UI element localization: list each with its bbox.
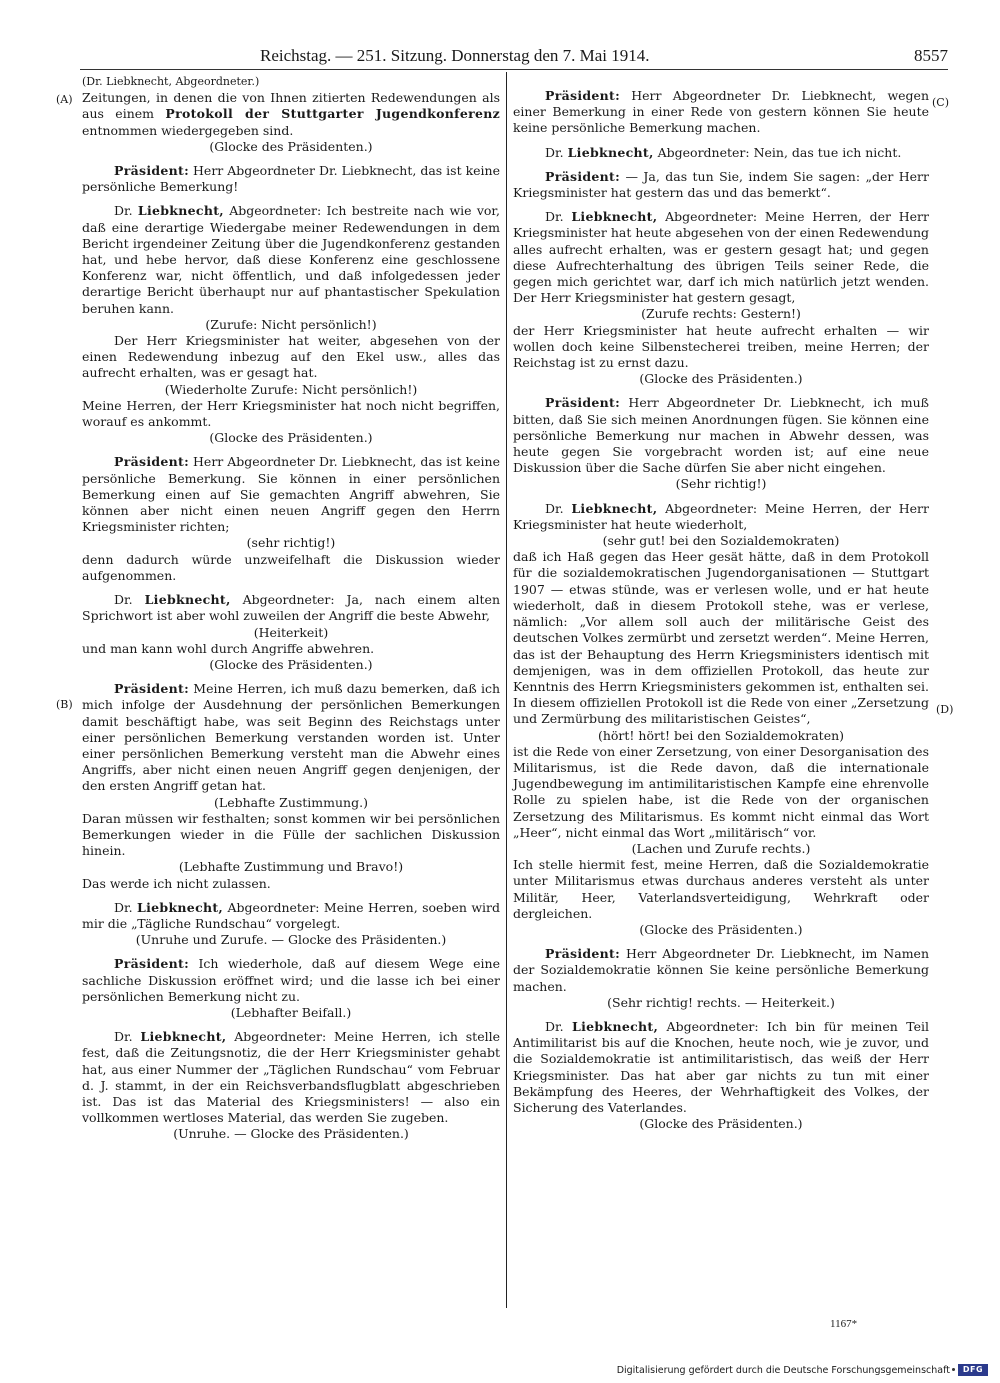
- remark: (Glocke des Präsidenten.): [209, 138, 373, 154]
- speech-liebknecht: Dr. Liebknecht, Abgeordneter: Nein, das tue ich nicht.: [545, 144, 902, 160]
- speech-president: Präsident: Meine Herren, ich muß dazu bemerken, daß ich mich infolge der Ausdehnung der persönlichen Bemerkungen damit beschäftigt habe, was seit Beginn des Reichstags unter einer persönlichen Bemerkung verstanden worden ist. Unter einer persönlichen Bemerkung versteht man die Abwehr eines Angriffs, aber nicht einen neuen Angriff gegen denjenigen, der den ersten Angriff getan hat.: [82, 681, 500, 794]
- signature-mark: 1167*: [830, 1318, 858, 1330]
- paragraph: Daran müssen wir festhalten; sonst kommen wir bei persönlichen Bemerkungen wieder in die Fülle der sachlichen Diskussion hinein.: [82, 810, 500, 859]
- remark: (Heiterkeit): [253, 624, 329, 640]
- speaker-name: Liebknecht,: [144, 592, 231, 608]
- speech-liebknecht: Dr. Liebknecht, Abgeordneter: Meine Herren, soeben wird mir die „Tägliche Rundschau“ vorgelegt.: [82, 899, 500, 931]
- remark: (Lebhafte Zustimmung.): [214, 794, 368, 810]
- dfg-logo-icon: DFG: [958, 1364, 988, 1376]
- paragraph: Zeitungen, in denen die von Ihnen zitierten Redewendungen als aus einem Protokoll der Stuttgarter Jugendkonferenz entnommen wiedergegeben sind.: [82, 90, 500, 138]
- remark: (Zurufe: Nicht persönlich!): [205, 316, 377, 332]
- paragraph: ist die Rede von einer Zersetzung, von einer Desorganisation des Militarismus, ist die Rede davon, daß die internationale Jugendbewegung im antimilitaristischen Kampfe eine ehrenvolle Rolle zu spielen habe, ist die Rede von der organischen Zersetzung des Militarismus. Es kommt nicht einmal das Wort „Heer“, nicht einmal das Wort „militärisch“ vor.: [513, 743, 929, 840]
- running-title: Reichstag. — 251. Sitzung. Donnerstag den 7. Mai 1914.: [260, 46, 650, 65]
- speaker-name: Präsident:: [545, 168, 621, 184]
- speech-liebknecht: Dr. Liebknecht, Abgeordneter: Ich bestreite nach wie vor, daß eine derartige Wiedergabe meiner Redewendungen in dem Bericht irgendeiner Zeitung über die Jugendkonferenz gestanden hat, und hebe hervor, daß diese Konferenz eine geschlossene Konferenz war, nicht öffentlich, und daß infolgedessen jeder derartige Bericht überhaupt nur auf phantastischer Spekulation beruhen kann.: [82, 203, 500, 316]
- speaker-name: Liebknecht,: [140, 1029, 227, 1045]
- speech-president: Präsident: — Ja, das tun Sie, indem Sie sagen: „der Herr Kriegsminister hat gestern das und das bemerkt“.: [513, 168, 929, 201]
- paragraph: der Herr Kriegsminister hat heute aufrecht erhalten — wir wollen doch keine Silbenstecherei treiben, meine Herren; der Reichstag ist zu ernst dazu.: [513, 322, 929, 371]
- remark: (Wiederholte Zurufe: Nicht persönlich!): [164, 381, 418, 397]
- remark: (hört! hört! bei den Sozialdemokraten): [597, 727, 845, 743]
- speech-liebknecht: Dr. Liebknecht, Abgeordneter: Meine Herren, ich stelle fest, daß die Zeitungsnotiz, die der Herr Kriegsminister gehabt hat, aus einer Nummer der „Täglichen Rundschau“ vom Februar d. J. stammt, in der ein Reichsverbandsflugblatt abgeschrieben ist. Das ist das Material des Kriegsministers! — also ein vollkommen wertloses Material, das werden Sie zugeben.: [82, 1029, 500, 1126]
- speaker-name: Liebknecht,: [567, 144, 654, 160]
- margin-marker-d: (D): [936, 703, 954, 716]
- footer: [605, 1364, 990, 1378]
- speech-liebknecht: Dr. Liebknecht, Abgeordneter: Meine Herren, der Herr Kriegsminister hat heute abgesehen von der einen Redewendung alles aufrecht erhalten, was er gestern gesagt hat; und gegen diese Aufrechterhaltung des übrigen Teils seiner Rede, die gegen mich gerichtet war, darf ich mich natürlich jetzt wenden. Der Herr Kriegsminister hat gestern gesagt,: [513, 209, 929, 306]
- remark: (Unruhe. — Glocke des Präsidenten.): [173, 1126, 409, 1142]
- remark: (sehr richtig!): [246, 535, 336, 551]
- paragraph: daß ich Haß gegen das Heer gesät hätte, daß in dem Protokoll für die sozialdemokratischen Jugendorganisationen — Stuttgart 1907 — etwas stünde, was er verlesen wolle, und er hat heute wiederholt, daß in diesem Protokoll stehe, was er verlese, nämlich: „Vor allem soll auch der militärische Geist des deutschen Volkes zermürbt und zersetzt werden“. Meine Herren, das ist der Behauptung des Herrn Kriegsministers identisch mit demjenigen, was in dem offiziellen Protokoll, das heute zur Kenntnis des Herrn Kriegsministers gekommen ist, enthalten sei. In diesem offiziellen Protokoll ist die Rede von einer „Zersetzung und Zermürbung des militaristischen Geistes“,: [513, 549, 929, 727]
- right-column: [513, 74, 929, 1132]
- speech-liebknecht: Dr. Liebknecht, Abgeordneter: Ich bin für meinen Teil Antimilitarist bis auf die Knochen, heute noch, wie je zuvor, und die Sozialdemokratie ist antimilitaristisch, das weiß der Herr Kriegsminister. Das hat aber gar nichts zu tun mit einer Bekämpfung des Heeres, der Wehrhaftigkeit des Volkes, der Sicherung des Vaterlandes.: [513, 1018, 929, 1115]
- speaker-name: Präsident:: [545, 395, 621, 411]
- speech-liebknecht: Dr. Liebknecht, Abgeordneter: Meine Herren, der Herr Kriegsminister hat heute wiederholt,: [513, 500, 929, 532]
- remark: (Glocke des Präsidenten.): [639, 921, 803, 937]
- remark: (Unruhe und Zurufe. — Glocke des Präsidenten.): [135, 932, 447, 948]
- speech-liebknecht: Dr. Liebknecht, Abgeordneter: Ja, nach einem alten Sprichwort ist aber wohl zuweilen der Angriff die beste Abwehr,: [82, 592, 500, 624]
- separator-dot: [952, 1368, 955, 1371]
- speaker-name: Liebknecht,: [571, 209, 658, 225]
- paragraph: denn dadurch würde unzweifelhaft die Diskussion wieder aufgenommen.: [82, 551, 500, 583]
- remark: (Glocke des Präsidenten.): [639, 1116, 803, 1132]
- speaker-name: Liebknecht,: [137, 899, 224, 915]
- margin-marker-a: (A): [56, 93, 73, 106]
- speech-president: Präsident: Herr Abgeordneter Dr. Liebknecht, ich muß bitten, daß Sie sich meinen Anordnungen fügen. Sie können eine persönliche Bemerkung nur machen in Abwehr dessen, was heute gegen Sie vorgebracht worden ist; auf eine neue Diskussion über die Sache dürfen Sie aber nicht eingehen.: [513, 395, 929, 476]
- remark: (Glocke des Präsidenten.): [209, 430, 373, 446]
- remark: (Zurufe rechts: Gestern!): [641, 306, 801, 322]
- speaker-name: Liebknecht,: [571, 500, 658, 516]
- remark: (Glocke des Präsidenten.): [639, 371, 803, 387]
- page-header: [80, 44, 948, 70]
- speech-president: Präsident: Herr Abgeordneter Dr. Liebknecht, das ist keine persönliche Bemerkung!: [82, 163, 500, 195]
- remark: (sehr gut! bei den Sozialdemokraten): [602, 533, 840, 549]
- speech-president: Präsident: Herr Abgeordneter Dr. Liebknecht, das ist keine persönliche Bemerkung. Sie können in einer persönlichen Bemerkung einen auf Sie gemachten Angriff abwehren, Sie können aber nicht einen neuen Angriff gegen den Herrn Kriegsminister richten;: [82, 454, 500, 535]
- left-column: [82, 74, 500, 1143]
- paragraph: und man kann wohl durch Angriffe abwehren.: [82, 640, 375, 656]
- remark: (Lebhafte Zustimmung und Bravo!): [178, 859, 404, 875]
- speaker-name: Präsident:: [114, 454, 190, 470]
- paragraph: Der Herr Kriegsminister hat weiter, abgesehen von der einen Redewendung inbezug auf den Ekel usw., alles das aufrecht erhalten, was er gesagt hat.: [82, 333, 500, 381]
- remark: (Lachen und Zurufe rechts.): [631, 840, 811, 856]
- remark: (Lebhafter Beifall.): [230, 1004, 352, 1020]
- remark: (Glocke des Präsidenten.): [209, 656, 373, 672]
- speaker-name: Präsident:: [114, 163, 190, 179]
- header-rule: [80, 69, 948, 70]
- paragraph: Ich stelle hiermit fest, meine Herren, daß die Sozialdemokratie unter Militarismus etwas durchaus anderes versteht als unter Militär, Heer, Vaterlandsverteidigung, Wehrkraft oder dergleichen.: [513, 857, 929, 921]
- margin-marker-c: (C): [932, 96, 949, 109]
- speaker-name: Liebknecht,: [572, 1018, 659, 1034]
- speaker-line: (Dr. Liebknecht, Abgeordneter.): [82, 75, 260, 88]
- speech-president: Präsident: Ich wiederhole, daß auf diesem Wege eine sachliche Diskussion eröffnet wird; und die lasse ich bei einer persönlichen Bemerkung nicht zu.: [82, 956, 500, 1004]
- speech-president: Präsident: Herr Abgeordneter Dr. Liebknecht, wegen einer Bemerkung in einer Rede von gestern können Sie heute keine persönliche Bemerkung machen.: [513, 88, 929, 136]
- speaker-name: Präsident:: [545, 88, 621, 103]
- column-divider: [506, 72, 507, 1308]
- paragraph: Meine Herren, der Herr Kriegsminister hat noch nicht begriffen, worauf es ankommt.: [82, 397, 500, 430]
- speaker-name: Präsident:: [545, 946, 621, 962]
- speech-president: Präsident: Herr Abgeordneter Dr. Liebknecht, im Namen der Sozialdemokratie können Sie keine persönliche Bemerkung machen.: [513, 946, 929, 994]
- page-number: 8557: [914, 46, 948, 65]
- speaker-name: Präsident:: [114, 681, 190, 697]
- speaker-name: Liebknecht,: [137, 203, 224, 219]
- speaker-name: Präsident:: [114, 956, 190, 972]
- margin-marker-b: (B): [56, 698, 73, 711]
- footer-text: Digitalisierung gefördert durch die Deutsche Forschungsgemeinschaft: [616, 1365, 950, 1376]
- remark: (Sehr richtig!): [675, 476, 767, 492]
- paragraph: Das werde ich nicht zulassen.: [82, 875, 271, 891]
- remark: (Sehr richtig! rechts. — Heiterkeit.): [607, 994, 835, 1010]
